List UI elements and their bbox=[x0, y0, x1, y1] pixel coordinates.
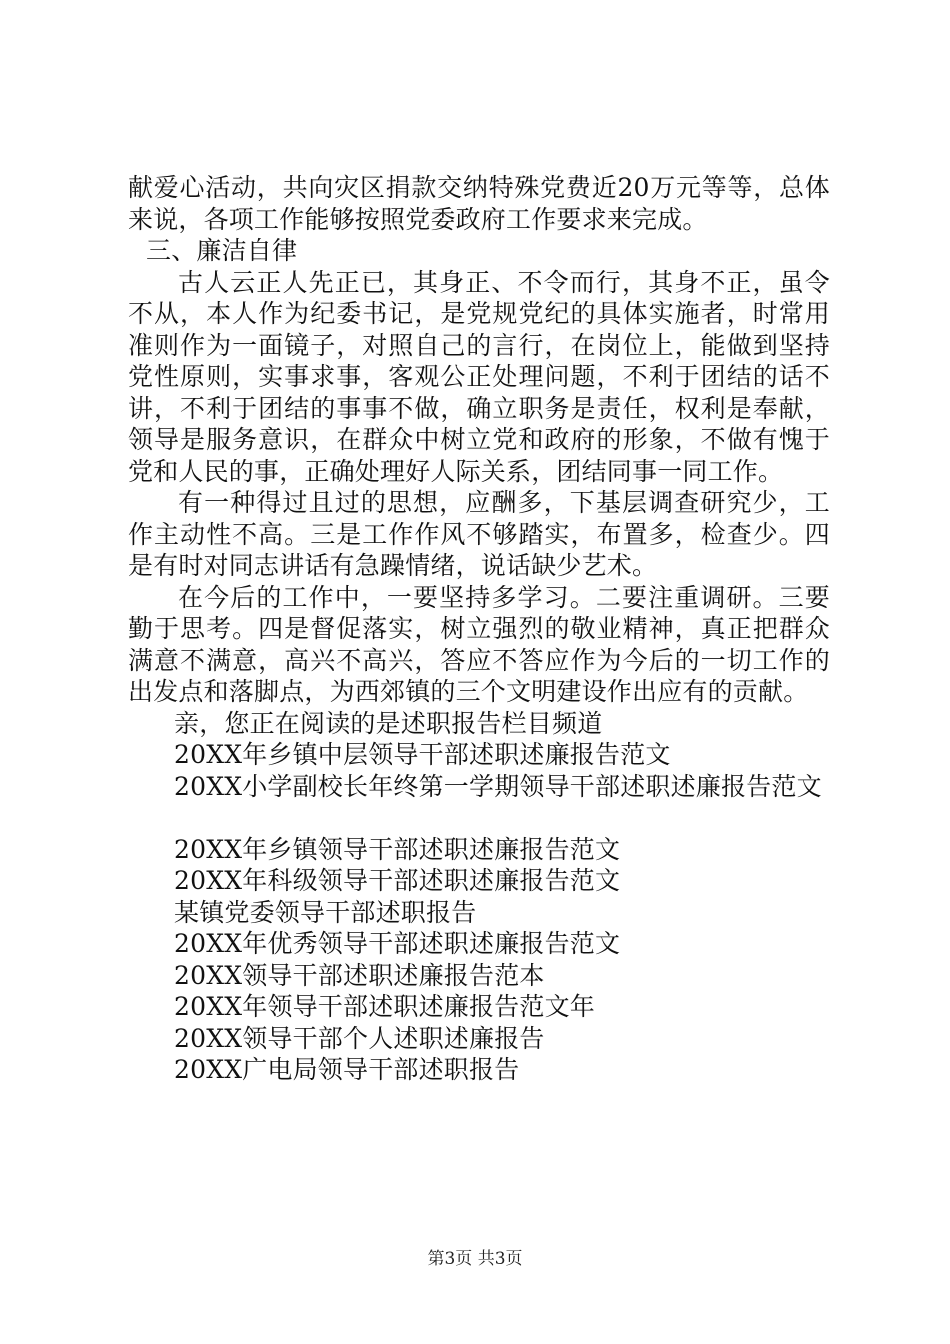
related-link[interactable]: 20XX年科级领导干部述职述廉报告范文 bbox=[174, 866, 621, 895]
related-link[interactable]: 20XX小学副校长年终第一学期领导干部述职述廉报告范文 bbox=[174, 771, 822, 801]
page-footer: 第3页 共3页 bbox=[427, 1249, 523, 1269]
future-plan-paragraph: 在今后的工作中，一要坚持多学习。二要注重调研。三要勤于思考。四是督促落实，树立强烈的敬业精神，真正把群众满意不满意，高兴不高兴，答应不答应作为今后的一切工作的出发点和落脚点，为西郊镇的三个文明建设作出应有的贡献。 bbox=[128, 582, 830, 706]
continuation-paragraph: 献爱心活动，共向灾区捐款交纳特殊党费近20万元等等，总体来说，各项工作能够按照党委政府工作要求来完成。 bbox=[128, 173, 830, 234]
related-link[interactable]: 20XX年乡镇领导干部述职述廉报告范文 bbox=[174, 834, 621, 864]
integrity-paragraph: 古人云正人先正已，其身正、不令而行，其身不正，虽令不从，本人作为纪委书记，是党规党纪的具体实施者，时常用准则作为一面镜子，对照自己的言行，在岗位上，能做到坚持党性原则，实事求事，客观公正处理问题，不利于团结的话不讲，不利于团结的事事不做，确立职务是责任，权利是奉献，领导是服务意识，在群众中树立党和政府的形象，不做有愧于党和人民的事，正确处理好人际关系，团结同事一同工作。 bbox=[128, 267, 830, 486]
document-body bbox=[128, 172, 830, 1086]
related-link[interactable]: 20XX领导干部个人述职述廉报告 bbox=[174, 1023, 545, 1053]
related-link[interactable]: 20XX领导干部述职述廉报告范本 bbox=[174, 960, 545, 990]
blank-line bbox=[128, 802, 830, 834]
related-link[interactable]: 20XX年优秀领导干部述职述廉报告范文 bbox=[174, 929, 621, 958]
related-link[interactable]: 20XX年领导干部述职述廉报告范文年 bbox=[174, 992, 596, 1021]
related-link[interactable]: 20XX年乡镇中层领导干部述职述廉报告范文 bbox=[174, 740, 671, 769]
section-heading: 三、廉洁自律 bbox=[146, 236, 298, 265]
related-link[interactable]: 20XX广电局领导干部述职报告 bbox=[174, 1055, 520, 1084]
related-intro: 亲，您正在阅读的是述职报告栏目频道 bbox=[174, 708, 603, 738]
shortcomings-paragraph: 有一种得过且过的思想，应酬多，下基层调查研究少，工作主动性不高。三是工作作风不够踏实，布置多，检查少。四是有时对同志讲话有急躁情绪，说话缺少艺术。 bbox=[128, 488, 830, 580]
related-link[interactable]: 某镇党委领导干部述职报告 bbox=[174, 897, 477, 927]
